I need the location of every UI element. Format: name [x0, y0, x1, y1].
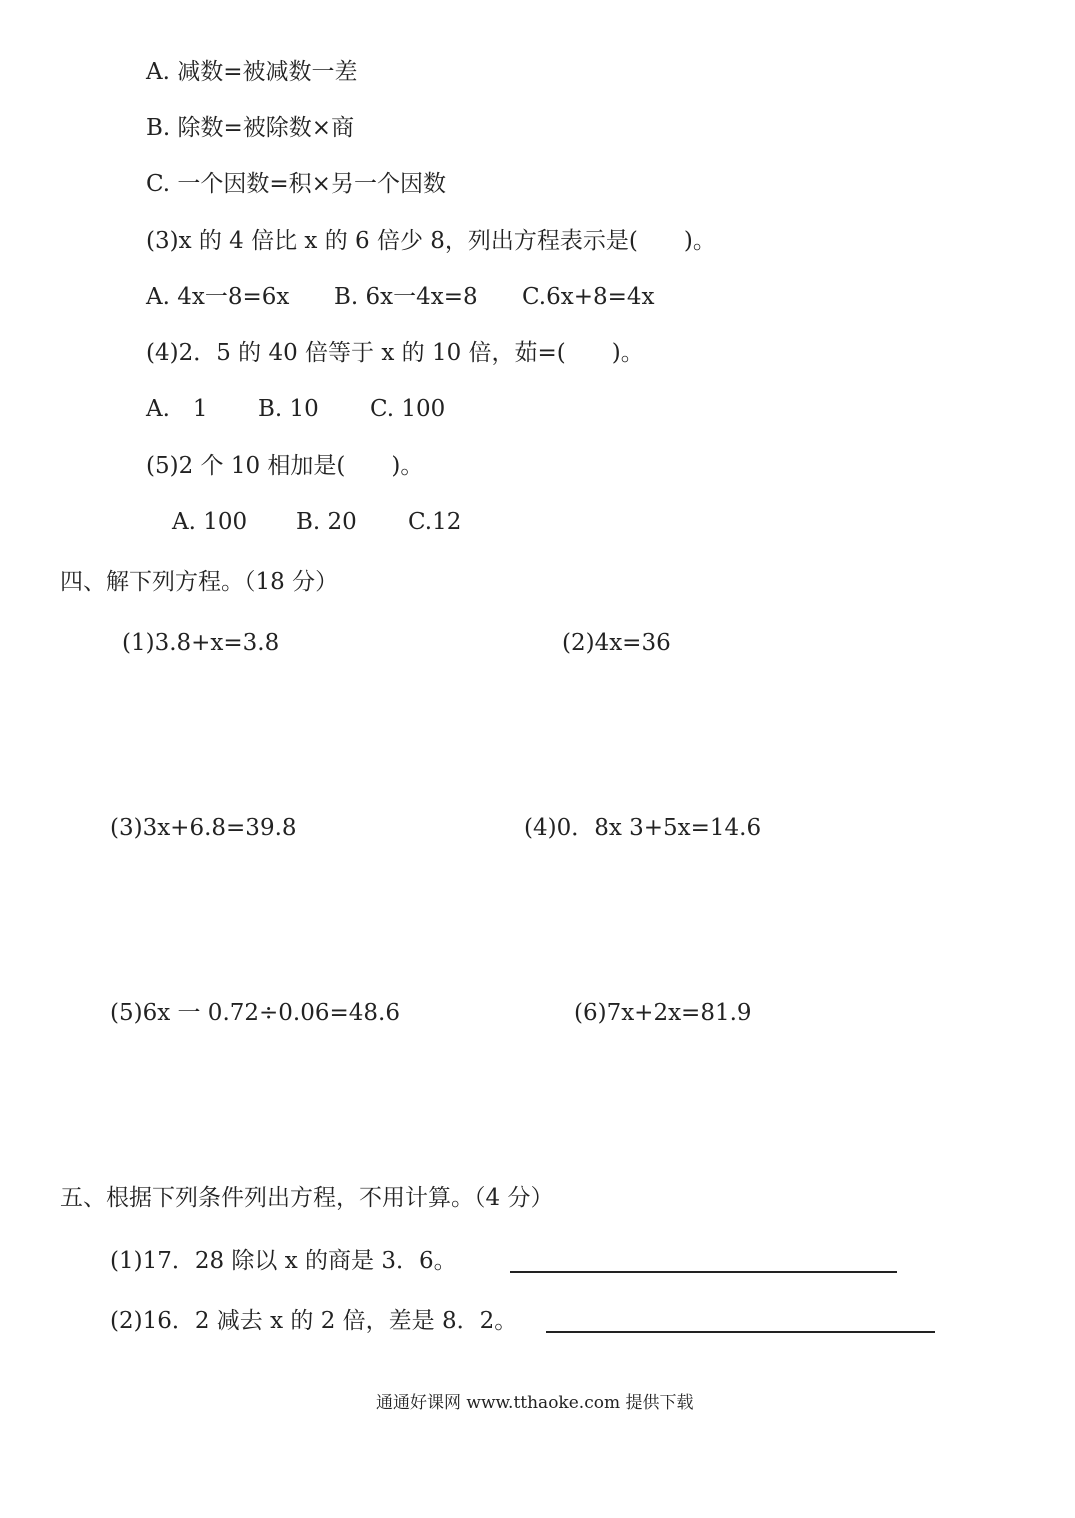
q5-option-a: A. 100: [172, 509, 248, 535]
footer-source-note: 通通好课网 www.tthaoke.com 提供下载: [376, 1393, 694, 1413]
equation-6: (6)7x+2x=81.9: [574, 1000, 752, 1026]
equation-2: (2)4x=36: [562, 630, 671, 656]
q4-option-b: B. 10: [258, 396, 319, 422]
q4-stem: (4)2．5 的 40 倍等于 x 的 10 倍，茹=( )。: [146, 340, 644, 366]
section4-heading: 四、解下列方程。（18 分）: [60, 569, 339, 595]
q2-option-a: A. 减数=被减数一差: [146, 59, 358, 85]
answer-blank-2[interactable]: [546, 1331, 935, 1333]
q4-option-c: C. 100: [370, 396, 446, 422]
q2-option-b: B. 除数=被除数×商: [146, 115, 355, 141]
q5-stem: (5)2 个 10 相加是( )。: [146, 453, 424, 479]
q5-option-b: B. 20: [296, 509, 357, 535]
condition-2: (2)16．2 减去 x 的 2 倍，差是 8．2。: [110, 1308, 518, 1334]
q2-option-c: C. 一个因数=积×另一个因数: [146, 171, 446, 197]
q4-options: [146, 394, 445, 424]
q3-option-a: A. 4x一8=6x: [146, 284, 290, 310]
equation-5: (5)6x 一 0.72÷0.06=48.6: [110, 1000, 400, 1026]
q3-options: [146, 282, 654, 312]
equation-3: (3)3x+6.8=39.8: [110, 815, 297, 841]
q4-option-a: A. 1: [146, 396, 208, 422]
q5-options: [172, 507, 461, 537]
q5-option-c: C.12: [408, 509, 462, 535]
q3-option-b: B. 6x一4x=8: [334, 284, 478, 310]
condition-1: (1)17．28 除以 x 的商是 3．6。: [110, 1248, 457, 1274]
q3-option-c: C.6x+8=4x: [522, 284, 655, 310]
q3-stem: (3)x 的 4 倍比 x 的 6 倍少 8，列出方程表示是( )。: [146, 228, 716, 254]
equation-4: (4)0．8x 3+5x=14.6: [524, 815, 762, 841]
section5-heading: 五、根据下列条件列出方程，不用计算。（4 分）: [60, 1185, 554, 1211]
equation-1: (1)3.8+x=3.8: [122, 630, 280, 656]
answer-blank-1[interactable]: [510, 1271, 897, 1273]
